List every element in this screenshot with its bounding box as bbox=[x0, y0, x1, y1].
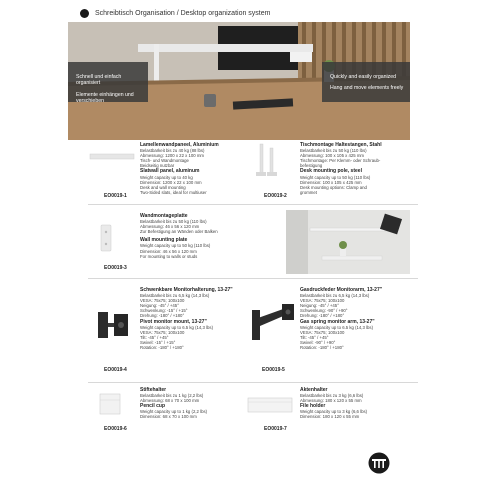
product-title-en: Desk mounting pole, steel bbox=[300, 168, 362, 175]
product-title-en: Gas spring monitor arm, 13-27" bbox=[300, 318, 375, 325]
spec-line: Desk mounting options: Clamp and bbox=[300, 184, 367, 190]
spec-line: Dimension: 1200 x 22 x 100 mm bbox=[140, 179, 202, 185]
brand-logo-icon bbox=[366, 452, 392, 474]
spec-line: VESA: 75x75; 100x100 bbox=[300, 298, 345, 304]
product-spec-2 bbox=[300, 143, 420, 195]
spec-line: Belastbarkeit bis zu 1 kg (2,2 lbs) bbox=[140, 393, 204, 399]
bullet-icon bbox=[80, 9, 89, 18]
product-code: EO0019-5 bbox=[262, 367, 285, 373]
spec-line: For mounting to walls or studs bbox=[140, 253, 198, 259]
spec-line: Abmessung: 180 x 120 x 55 mm bbox=[300, 398, 362, 404]
hero-caption-left bbox=[76, 74, 146, 104]
spec-line: Weight capacity up to 50 kg (110 lbs) bbox=[140, 243, 211, 249]
product-code: EO0019-2 bbox=[264, 193, 287, 199]
spec-line: grommet bbox=[300, 189, 317, 195]
pencil-cup-image bbox=[96, 388, 124, 418]
spec-line: Neigung: -45° / +45° bbox=[140, 303, 179, 309]
spec-line: Abmessung: 68 x 70 x 100 mm bbox=[140, 398, 200, 404]
product-spec-3 bbox=[140, 214, 270, 259]
pivot-mount-image bbox=[92, 306, 132, 346]
caption-line: Quickly and easily organized bbox=[330, 74, 397, 80]
spec-line: Weight capacity up to 1 kg (2,2 lbs) bbox=[140, 409, 208, 415]
spec-line: Belastbarkeit bis zu 6,5 kg (14,3 lbs) bbox=[140, 293, 210, 299]
product-title-de: Schwenkbare Monitorhalterung, 13-27" bbox=[140, 287, 233, 293]
spec-line: Abmessung: 46 x 56 x 120 mm bbox=[140, 224, 200, 230]
spec-line: VESA: 75x75; 100x100 bbox=[300, 329, 345, 335]
spec-line: VESA: 75x75; 100x100 bbox=[140, 329, 185, 335]
gas-spring-arm-image bbox=[246, 300, 298, 350]
spec-line: Belastbarkeit bis zu 50 kg (110 lbs) bbox=[300, 148, 367, 154]
product-title-en: Pencil cup bbox=[140, 403, 166, 410]
spec-line: Rotation: -180° / +180° bbox=[300, 345, 344, 351]
product-code: EO0019-4 bbox=[104, 367, 127, 373]
spec-line: Abmessung: 1200 x 22 x 100 mm bbox=[140, 153, 205, 159]
spec-line: Zur Befestigung an Wänden oder Balken bbox=[140, 229, 218, 235]
spec-line: Rotation: -180° / +180° bbox=[140, 345, 184, 351]
product-spec-5 bbox=[300, 288, 420, 350]
spec-line: Tisch- und Wandmontage bbox=[140, 158, 189, 164]
spec-line: Neigung: -45° / +45° bbox=[300, 303, 339, 309]
product-code: EO0019-3 bbox=[104, 265, 127, 271]
spec-line: Beidseitig nutzbar bbox=[140, 163, 175, 169]
file-holder-image bbox=[244, 392, 296, 418]
spec-line: Drehung: -180° / +180° bbox=[140, 313, 185, 319]
product-spec-1 bbox=[140, 143, 265, 195]
page-header bbox=[80, 6, 270, 20]
product-title-en: Slatwall panel, aluminum bbox=[140, 168, 200, 175]
spec-line: Weight capacity up to 6.5 kg (14,3 lbs) bbox=[300, 324, 374, 330]
product-title-de: Lamellenwandpaneel, Aluminium bbox=[140, 142, 219, 148]
product-title-de: Aktenhalter bbox=[300, 387, 328, 393]
spec-line: Dimension: 46 x 56 x 120 mm bbox=[140, 248, 197, 254]
desk-pole-image bbox=[252, 140, 282, 182]
product-title-de: Wandmontageplatte bbox=[140, 213, 188, 219]
spec-line: Dimension: 68 x 70 x 100 mm bbox=[140, 414, 197, 420]
spec-line: Drehung: -180° / +180° bbox=[300, 313, 345, 319]
slatwall-panel-image bbox=[88, 148, 136, 168]
hero-image bbox=[68, 22, 410, 140]
caption-line: Schnell und einfach organisiert bbox=[76, 74, 122, 87]
product-code: EO0019-1 bbox=[104, 193, 127, 199]
hero-caption-right bbox=[330, 74, 405, 92]
spec-line: Belastbarkeit bis zu 6,5 kg (14,3 lbs) bbox=[300, 293, 370, 299]
spec-line: Swivel: -90° / +90° bbox=[300, 339, 336, 345]
product-code: EO0019-7 bbox=[264, 426, 287, 432]
spec-line: Dimension: 100 x 105 x 425 mm bbox=[300, 179, 362, 185]
spec-line: Tilt: -45° / +45° bbox=[300, 334, 329, 340]
spec-line: Weight capacity up to 6.5 kg (14,3 lbs) bbox=[140, 324, 214, 330]
spec-line: Belastbarkeit bis zu 3 kg (6,6 lbs) bbox=[300, 393, 364, 399]
spec-line: Dimension: 180 x 120 x 55 mm bbox=[300, 414, 360, 420]
divider bbox=[88, 382, 418, 383]
spec-line: Schwenkung: -15° / +15° bbox=[140, 308, 188, 314]
spec-line: befestigung bbox=[300, 163, 323, 169]
product-spec-6 bbox=[140, 388, 260, 420]
product-spec-7 bbox=[300, 388, 420, 420]
spec-line: Desk and wall mounting bbox=[140, 184, 186, 190]
spec-line: VESA: 75x75; 100x100 bbox=[140, 298, 185, 304]
product-title-en: Wall mounting plate bbox=[140, 237, 188, 244]
product-code: EO0019-6 bbox=[104, 426, 127, 432]
spec-line: Abmessung: 100 x 105 x 425 mm bbox=[300, 153, 365, 159]
caption-line: Hang and move elements freely bbox=[330, 85, 404, 92]
product-title-de: Gasdruckfeder Monitorarm, 13-27" bbox=[300, 287, 383, 293]
wall-plate-image bbox=[94, 222, 118, 254]
spec-line: Belastbarkeit bis zu 50 kg (110 lbs) bbox=[140, 219, 207, 225]
spec-line: Tischmontage: Per Klemm- oder Schraub- bbox=[300, 158, 381, 164]
divider bbox=[88, 204, 418, 205]
product-title-en: Pivot monitor mount, 13-27" bbox=[140, 318, 207, 325]
product-title-de: Stiftehalter bbox=[140, 387, 167, 393]
page-title: Schreibtisch Organisation / Desktop organization system bbox=[95, 9, 271, 17]
spec-line: Tilt: -45° / +45° bbox=[140, 334, 169, 340]
spec-line: Swivel: -15° / +15° bbox=[140, 339, 176, 345]
caption-line: Elemente einhängen und verschieben bbox=[76, 91, 134, 104]
spec-line: Two-Sided slats, ideal for multiuser bbox=[140, 189, 207, 195]
spec-line: Weight capacity up to 3 kg (6,6 lbs) bbox=[300, 409, 368, 415]
spec-line: Schwenkung: -90° / +90° bbox=[300, 308, 348, 314]
spec-line: Weight capacity up to 40 kg bbox=[140, 174, 193, 180]
product-title-en: File holder bbox=[300, 403, 326, 410]
spec-line: Weight capacity up to 50 kg (110 lbs) bbox=[300, 174, 371, 180]
wall-mount-photo bbox=[286, 210, 410, 274]
spec-line: Belastbarkeit bis zu 40 kg (88 lbs) bbox=[140, 148, 205, 154]
divider bbox=[88, 278, 418, 279]
product-title-de: Tischmontage Haltestangen, Stahl bbox=[300, 142, 382, 148]
